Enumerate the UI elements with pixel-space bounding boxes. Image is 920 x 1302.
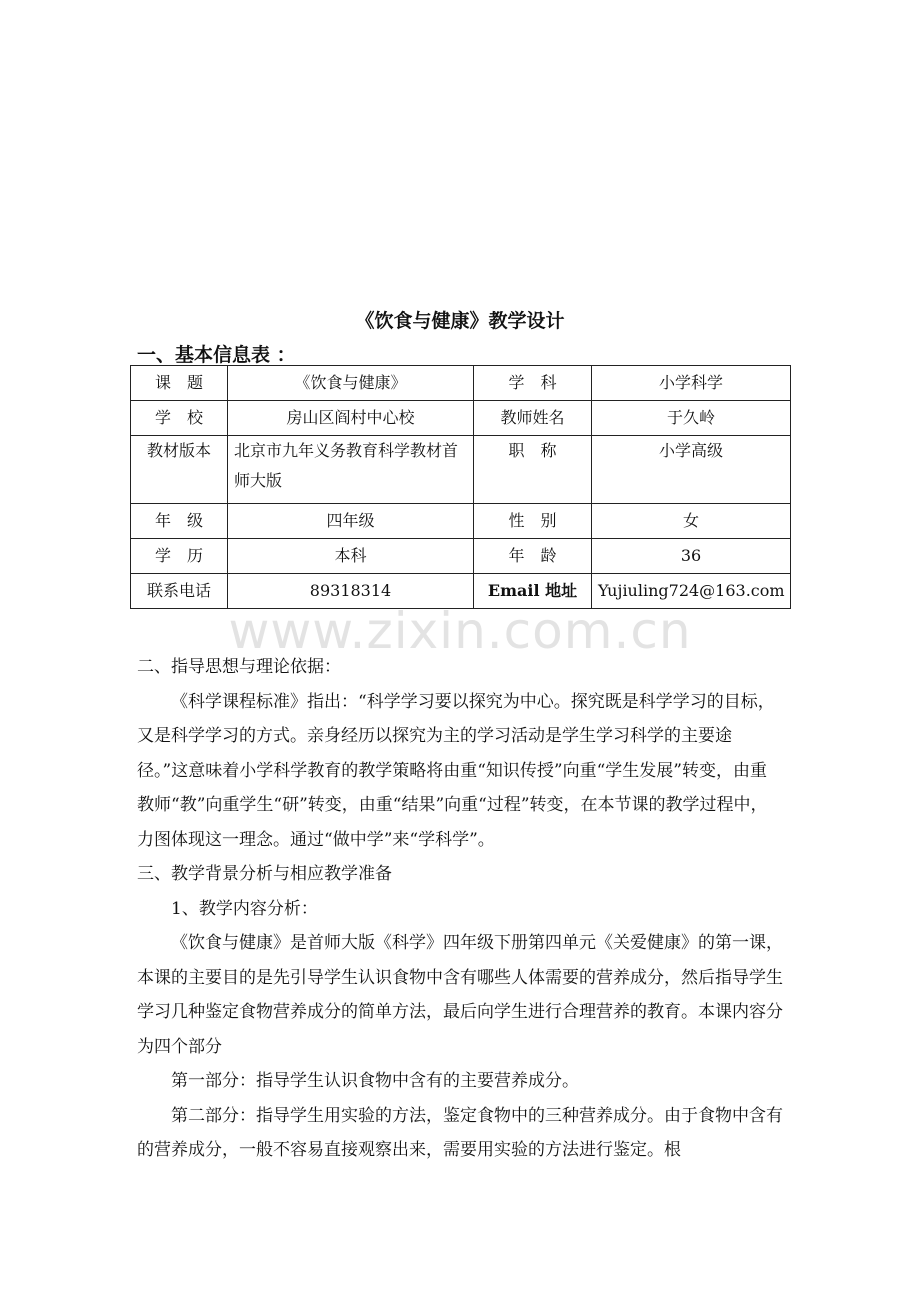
section-heading-basic-info: 一、基本信息表 ： — [137, 344, 296, 366]
table-cell: 教师姓名 — [474, 401, 592, 436]
table-cell: 课 题 — [131, 366, 228, 401]
table-cell: 《饮食与健康》 — [228, 366, 474, 401]
subsection-heading: 1、教学内容分析： — [171, 898, 318, 919]
table-cell: Email 地址 — [474, 574, 592, 609]
section-heading-guiding-ideas: 二、指导思想与理论依据： — [137, 657, 341, 677]
document-title: 《饮食与健康》教学设计 — [355, 310, 565, 332]
table-cell: 89318314 — [228, 574, 474, 609]
section-heading-background: 三、教学背景分析与相应教学准备 — [137, 864, 392, 884]
table-cell: 年 龄 — [474, 539, 592, 574]
table-cell: Yujiuling724@163.com — [592, 574, 791, 609]
table-cell: 房山区阎村中心校 — [228, 401, 474, 436]
table-cell: 年 级 — [131, 504, 228, 539]
paragraph: 《科学课程标准》指出：“科学学习要以探究为中心。探究既是科学学习的目标，又是科学学习的方式。亲身经历以探究为主的学习活动是学生学习科学的主要途径。”这意味着小学科学教育的教学策略将由重“知识传授”向重“学生发展”转变，由重教师“教”向重学生“研”转变，由重“结果”向重“过程”转变，在本节课的教学过程中，力图体现这一理念。通过“做中学”来“学科学”。 — [137, 691, 775, 850]
table-cell: 性 别 — [474, 504, 592, 539]
table-cell: 小学高级 — [592, 436, 791, 504]
table-cell: 小学科学 — [592, 366, 791, 401]
table-cell: 联系电话 — [131, 574, 228, 609]
table-cell: 教材版本 — [131, 436, 228, 504]
table-row — [131, 366, 791, 401]
table-cell: 职 称 — [474, 436, 592, 504]
paragraph: 《饮食与健康》是首师大版《科学》四年级下册第四单元《关爱健康》的第一课，本课的主要目的是先引导学生认识食物中含有哪些人体需要的营养成分，然后指导学生学习几种鉴定食物营养成分的简单方法，最后向学生进行合理营养的教育。本课内容分为四个部分 — [137, 933, 783, 1057]
table-cell: 本科 — [228, 539, 474, 574]
table-row — [131, 504, 791, 539]
table-cell: 学 科 — [474, 366, 592, 401]
table-row — [131, 401, 791, 436]
table-cell: 36 — [592, 539, 791, 574]
basic-info-table — [130, 365, 791, 609]
table-cell: 女 — [592, 504, 791, 539]
table-cell: 四年级 — [228, 504, 474, 539]
watermark: www.zixin.com.cn — [228, 602, 692, 660]
table-cell: 北京市九年义务教育科学教材首师大版 — [228, 436, 474, 504]
table-cell: 学 历 — [131, 539, 228, 574]
table-row — [131, 539, 791, 574]
table-cell: 于久岭 — [592, 401, 791, 436]
paragraph: 第一部分：指导学生认识食物中含有的主要营养成分。 — [171, 1071, 579, 1091]
table-row — [131, 436, 791, 504]
table-cell: 学 校 — [131, 401, 228, 436]
paragraph: 第二部分：指导学生用实验的方法，鉴定食物中的三种营养成分。由于食物中含有的营养成分，一般不容易直接观察出来，需要用实验的方法进行鉴定。根 — [137, 1105, 783, 1160]
document-body — [137, 650, 783, 1168]
